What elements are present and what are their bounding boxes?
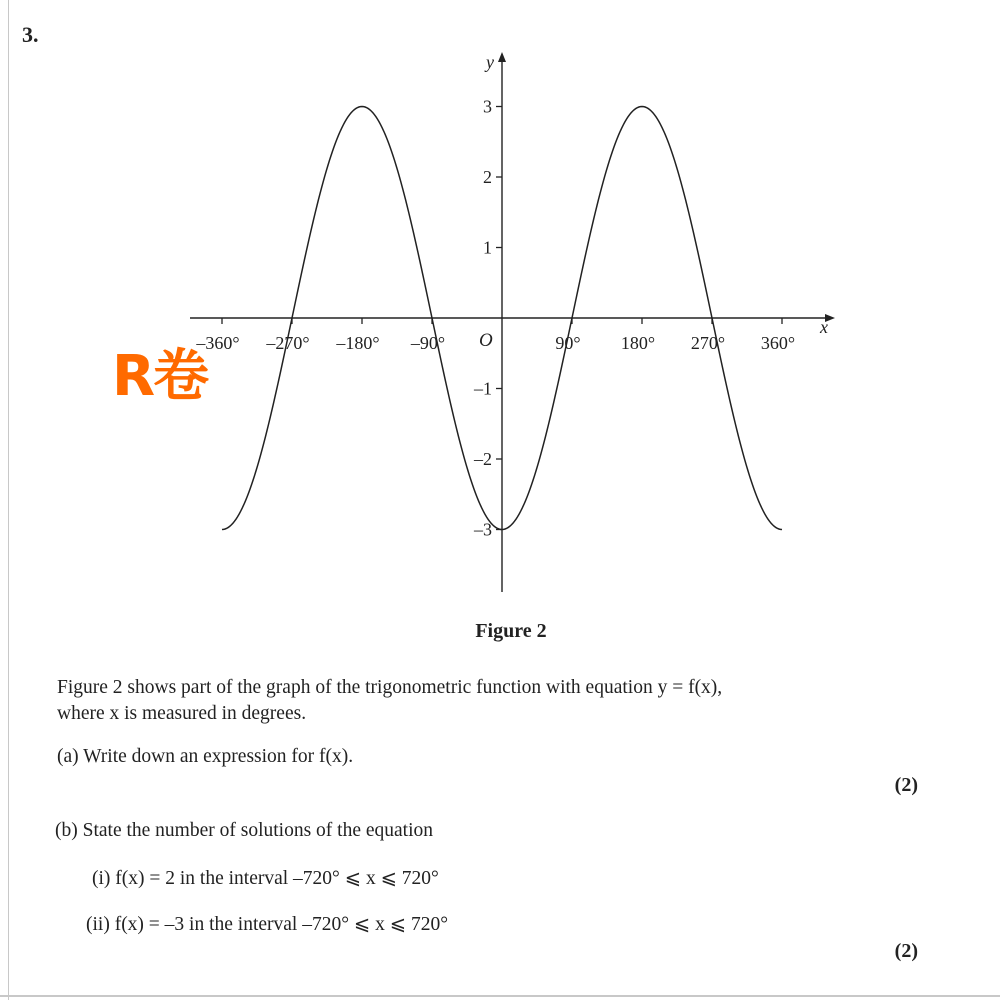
y-axis-label: y [486,52,494,72]
x-axis-label: x [820,317,828,337]
y-tick-label: 1 [483,237,492,258]
y-tick-label: –1 [474,378,492,399]
intro-line-2: where x is measured in degrees. [57,703,307,724]
x-tick-label: 360° [760,333,796,353]
x-tick-label: –180° [336,333,380,353]
y-tick-label: 2 [483,167,492,187]
origin-label: O [479,330,493,351]
part-b: (b) State the number of solutions of the equation [55,820,434,841]
question-number: 3. [22,22,39,47]
figure-caption: Figure 2 [475,620,547,642]
part-b-i: (i) f(x) = 2 in the interval –720° ⩽ x ⩽ 720° [92,868,439,889]
part-a: (a) Write down an expression for f(x). [57,746,354,767]
marks-part-a: (2) [894,774,918,796]
x-tick-label: –360° [196,333,240,353]
page-bottom-border [0,995,1000,997]
x-tick-label: 270° [690,333,726,353]
marks-part-b: (2) [894,940,918,962]
x-tick-label: 90° [555,333,581,353]
intro-line-1: Figure 2 shows part of the graph of the trigonometric function with equation y = f(x), [57,677,723,698]
x-tick-label: –270° [266,333,310,353]
y-tick-label: –2 [474,449,492,469]
y-tick-label: –3 [474,519,492,540]
x-tick-label: –90° [410,333,446,353]
watermark-logo: R卷 [112,344,208,409]
question-intro [57,675,937,727]
x-tick-label: 180° [620,333,656,353]
part-b-ii: (ii) f(x) = –3 in the interval –720° ⩽ x ⩽ 720° [86,914,448,935]
y-tick-label: 3 [483,96,492,117]
